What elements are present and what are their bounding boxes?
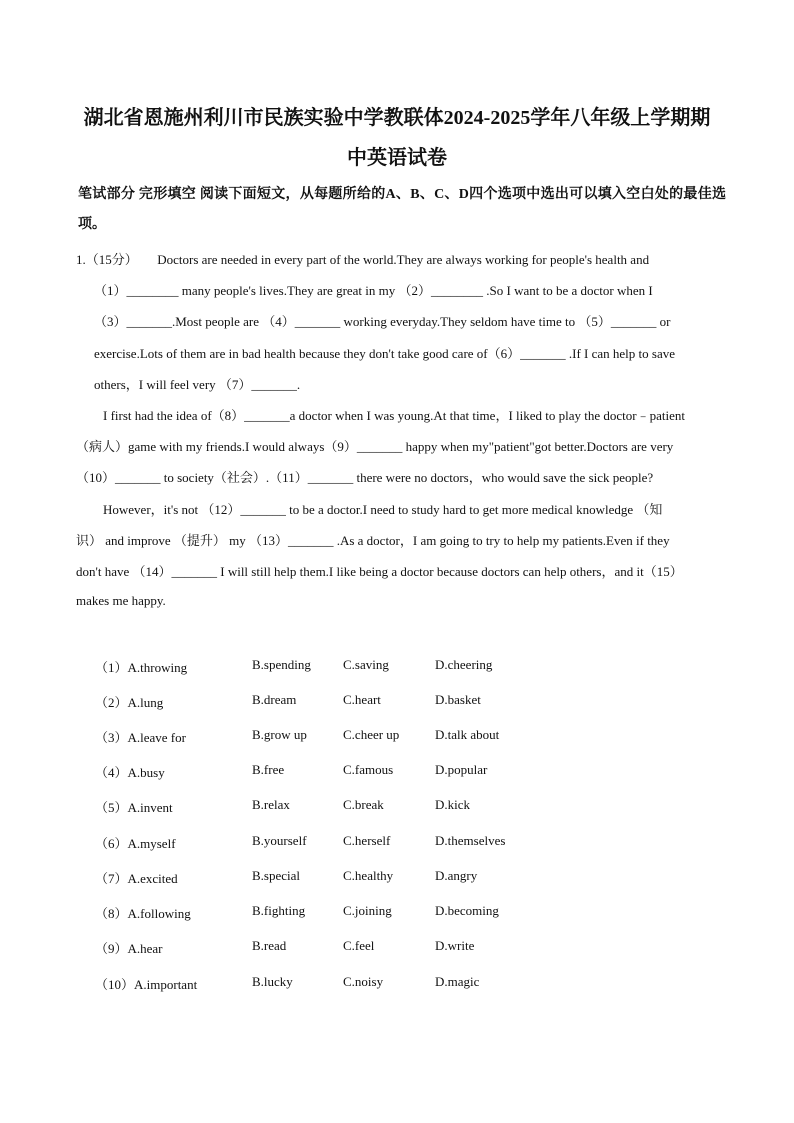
option-a: （9）A.hear xyxy=(95,941,163,956)
option-row xyxy=(0,727,794,751)
passage-line: （10）_______ to society（社会）.（11）_______ there were no doctors，who would save the sick people? xyxy=(76,470,654,485)
section-instruction: 笔试部分 完形填空 阅读下面短文，从每题所给的A、B、C、D四个选项中选出可以填入空白处的最佳选项。 xyxy=(78,187,726,232)
option-c: C.joining xyxy=(343,903,392,918)
option-a: （1）A.throwing xyxy=(95,660,188,675)
option-a: （6）A.myself xyxy=(95,836,176,851)
option-c: C.herself xyxy=(343,833,391,848)
option-a: （2）A.lung xyxy=(95,695,164,710)
option-b: B.spending xyxy=(252,657,311,672)
option-c: C.healthy xyxy=(343,868,394,883)
passage-line: （3）_______.Most people are （4）_______ working everyday.They seldom have time to （5）_______ or xyxy=(94,314,671,329)
option-d: D.angry xyxy=(435,868,478,883)
option-b: B.dream xyxy=(252,692,297,707)
option-row xyxy=(0,903,794,927)
option-d: D.popular xyxy=(435,762,488,777)
passage-line: 识） and improve （提升） my （13）_______ .As a doctor，I am going to try to help my patients.Even if they xyxy=(76,533,670,548)
option-c: C.feel xyxy=(343,938,375,953)
document-title-line-1: 湖北省恩施州利川市民族实验中学教联体2024-2025学年八年级上学期期 xyxy=(83,107,711,129)
option-d: D.cheering xyxy=(435,657,493,672)
option-d: D.becoming xyxy=(435,903,499,918)
option-b: B.fighting xyxy=(252,903,306,918)
option-d: D.kick xyxy=(435,797,471,812)
option-row xyxy=(0,974,794,998)
option-b: B.lucky xyxy=(252,974,293,989)
option-c: C.break xyxy=(343,797,384,812)
option-row xyxy=(0,797,794,821)
option-b: B.yourself xyxy=(252,833,307,848)
document-title-line-2: 中英语试卷 xyxy=(347,147,447,169)
option-d: D.magic xyxy=(435,974,480,989)
option-b: B.special xyxy=(252,868,301,883)
option-a: （8）A.following xyxy=(95,906,191,921)
option-row xyxy=(0,762,794,786)
option-c: C.noisy xyxy=(343,974,384,989)
option-a: （5）A.invent xyxy=(95,800,173,815)
option-row xyxy=(0,657,794,681)
option-c: C.saving xyxy=(343,657,389,672)
option-b: B.free xyxy=(252,762,285,777)
passage-line: However，it's not （12）_______ to be a doctor.I need to study hard to get more medical knowledge （知 xyxy=(103,502,663,517)
option-b: B.read xyxy=(252,938,287,953)
option-d: D.basket xyxy=(435,692,481,707)
passage-line: （1）________ many people's lives.They are great in my （2）________ .So I want to be a doctor when I xyxy=(94,283,653,298)
option-a: （7）A.excited xyxy=(95,871,178,886)
option-d: D.themselves xyxy=(435,833,506,848)
passage-line: （病人）game with my friends.I would always（9）_______ happy when my"patient"got better.Doctors are very xyxy=(76,439,674,454)
passage-line: makes me happy. xyxy=(76,593,166,608)
option-row xyxy=(0,833,794,857)
passage-line: don't have （14）_______ I will still help them.I like being a doctor because doctors can help others，and it（15） xyxy=(76,564,683,579)
passage-line: others，I will feel very （7）_______. xyxy=(94,377,301,392)
option-a: （4）A.busy xyxy=(95,765,165,780)
option-d: D.write xyxy=(435,938,475,953)
option-row xyxy=(0,692,794,716)
option-a: （3）A.leave for xyxy=(95,730,186,745)
option-b: B.relax xyxy=(252,797,290,812)
passage-line: exercise.Lots of them are in bad health because they don't take good care of（6）_______ .If I can help to save xyxy=(94,346,675,361)
passage-line: 1.（15分） Doctors are needed in every part of the world.They are always working for people's health and xyxy=(76,252,650,267)
option-a: （10）A.important xyxy=(95,977,198,992)
option-c: C.cheer up xyxy=(343,727,400,742)
option-row xyxy=(0,938,794,962)
option-row xyxy=(0,868,794,892)
option-b: B.grow up xyxy=(252,727,307,742)
passage-line: I first had the idea of（8）_______a doctor when I was young.At that time，I liked to play the doctor﹣patient xyxy=(103,408,685,423)
option-c: C.heart xyxy=(343,692,381,707)
option-d: D.talk about xyxy=(435,727,500,742)
option-c: C.famous xyxy=(343,762,394,777)
